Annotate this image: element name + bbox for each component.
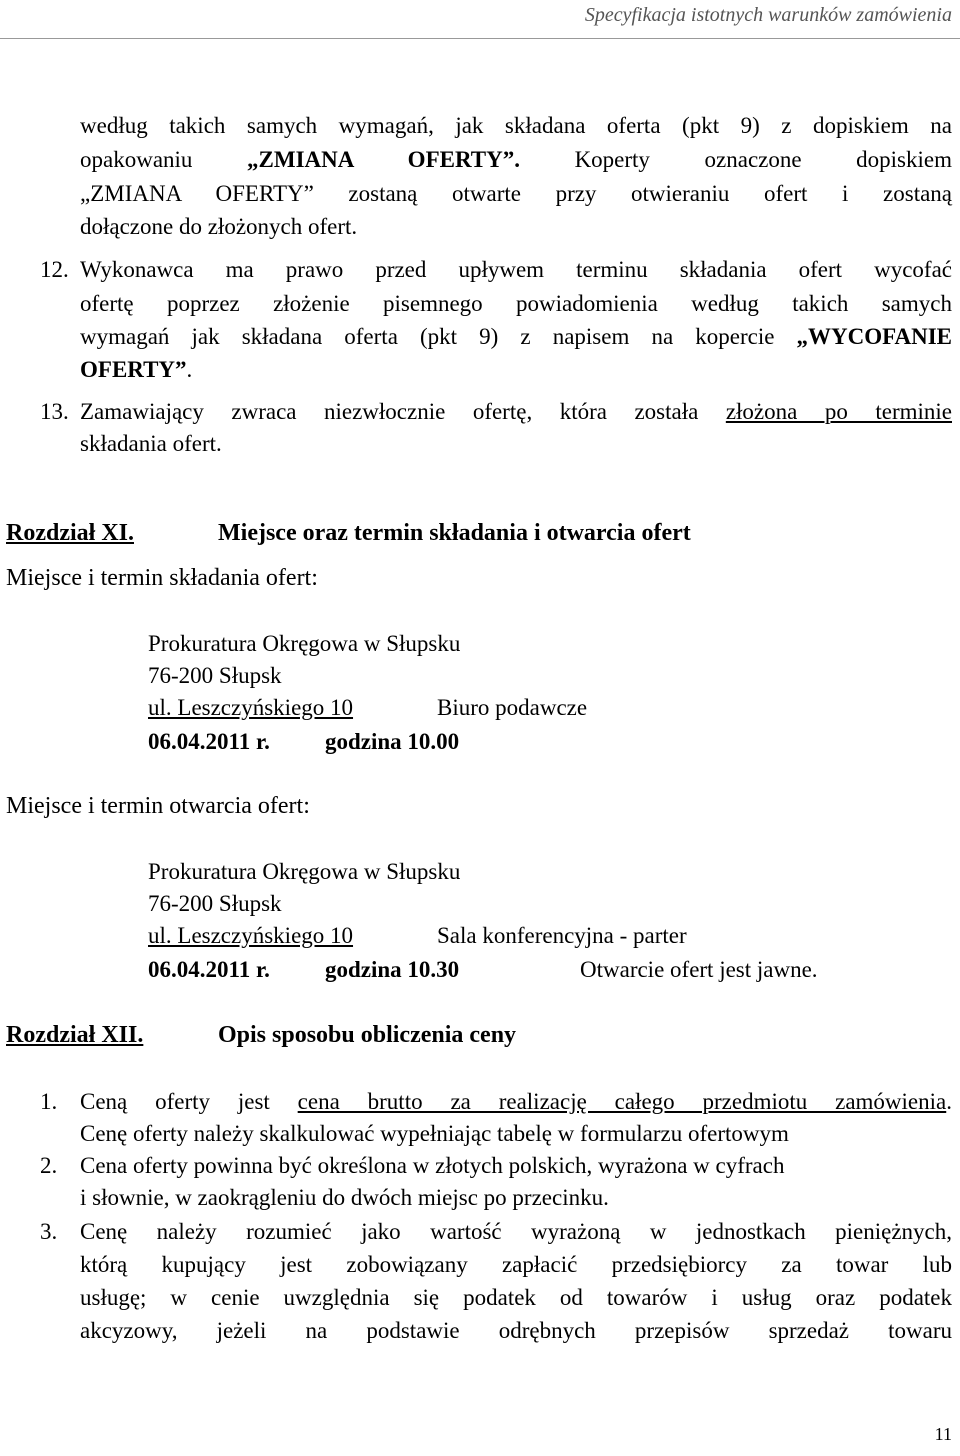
submission-time: godzina 10.00 [325,729,460,754]
chapter-11-title: Miejsce oraz termin składania i otwarcia ofert [218,520,691,546]
opening-address [148,922,744,950]
price-item-1-line-2: Cenę oferty należy skalkulować wypełniając tabelę w formularzu ofertowym [80,1121,789,1146]
opening-date: 06.04.2011 r. [148,957,270,982]
price-item-3-line-3: usługę; w cenie uwzględnia się podatek od towarów i usług oraz podatek [80,1285,952,1310]
running-header: Specyfikacja istotnych warunków zamówienia [584,4,952,26]
chapter-12-label: Rozdział XII. [6,1022,144,1048]
item-13-number: 13. [40,399,69,424]
period: . [186,357,193,382]
opening-note: Otwarcie ofert jest jawne. [580,957,818,982]
price-item-3-line-2: którą kupujący jest zobowiązany zapłacić przedsiębiorcy za towar lub [80,1252,952,1277]
price-item-2-line-2: i słownie, w zaokrągleniu do dwóch miejsc po przecinku. [80,1185,609,1210]
price-item-3-line-4: akcyzowy, jeżeli na podstawie odrębnych przepisów sprzedaż towaru [80,1318,952,1343]
intro-line-1: według takich samych wymagań, jak składana oferta (pkt 9) z dopiskiem na [80,113,952,138]
item-12-line-1: Wykonawca ma prawo przed upływem terminu składania ofert wycofać [80,257,952,282]
opening-room: Sala konferencyjna - parter [437,923,687,948]
chapter-12-title: Opis sposobu obliczenia ceny [218,1022,517,1048]
price-item-1-text: Ceną oferty jest [80,1089,298,1114]
item-13-text: Zamawiający zwraca niezwłocznie ofertę, która została [80,399,726,424]
item-12-line-3 [80,323,952,351]
price-item-2-line-1: Cena oferty powinna być określona w złotych polskich, wyrażona w cyfrach [80,1153,785,1178]
submission-street: ul. Leszczyńskiego 10 [148,695,354,720]
item-12-number: 12. [40,257,69,282]
item-12-line-4 [80,356,192,384]
page-number: 11 [934,1424,952,1444]
header-divider [0,38,960,39]
intro-line-3: „ZMIANA OFERTY” zostaną otwarte przy otwieraniu ofert i zostaną [80,181,952,206]
price-item-2-number: 2. [40,1153,58,1178]
zmiana-oferty-mark: „ZMIANA OFERTY”. [247,147,520,172]
price-item-3-number: 3. [40,1219,58,1244]
intro-text: Koperty oznaczone dopiskiem [519,147,952,172]
item-13-line-1 [80,398,952,426]
opening-heading: Miejsce i termin otwarcia ofert: [6,793,310,819]
submission-date: 06.04.2011 r. [148,729,270,754]
period: . [946,1089,952,1114]
submission-heading: Miejsce i termin składania ofert: [6,565,318,591]
submission-address [148,694,621,722]
item-13-underlined: złożona po terminie [725,399,952,424]
chapter-11-label: Rozdział XI. [6,520,134,546]
price-item-3-line-1: Cenę należy rozumieć jako wartość wyrażoną w jednostkach pieniężnych, [80,1219,952,1244]
submission-city: 76-200 Słupsk [148,663,282,688]
price-item-1-number: 1. [40,1089,58,1114]
intro-line-2 [80,146,952,174]
item-12-text: wymagań jak składana oferta (pkt 9) z napisem na kopercie [80,324,797,349]
submission-org: Prokuratura Okręgowa w Słupsku [148,631,461,656]
intro-text: opakowaniu [80,147,248,172]
price-item-1-underlined: cena brutto za realizację całego przedmiotu zamówienia [297,1089,947,1114]
price-item-1-line-1 [80,1088,952,1116]
opening-org: Prokuratura Okręgowa w Słupsku [148,859,461,884]
submission-room: Biuro podawcze [437,695,588,720]
item-13-line-2: składania ofert. [80,431,222,456]
item-12-line-2: ofertę poprzez złożenie pisemnego powiadomienia według takich samych [80,291,952,316]
opening-street: ul. Leszczyńskiego 10 [148,923,354,948]
wycofanie-mark: „WYCOFANIE [796,324,952,349]
opening-city: 76-200 Słupsk [148,891,282,916]
oferty-mark: OFERTY” [80,357,187,382]
opening-time: godzina 10.30 [325,957,460,982]
intro-line-4: dołączone do złożonych ofert. [80,214,358,239]
